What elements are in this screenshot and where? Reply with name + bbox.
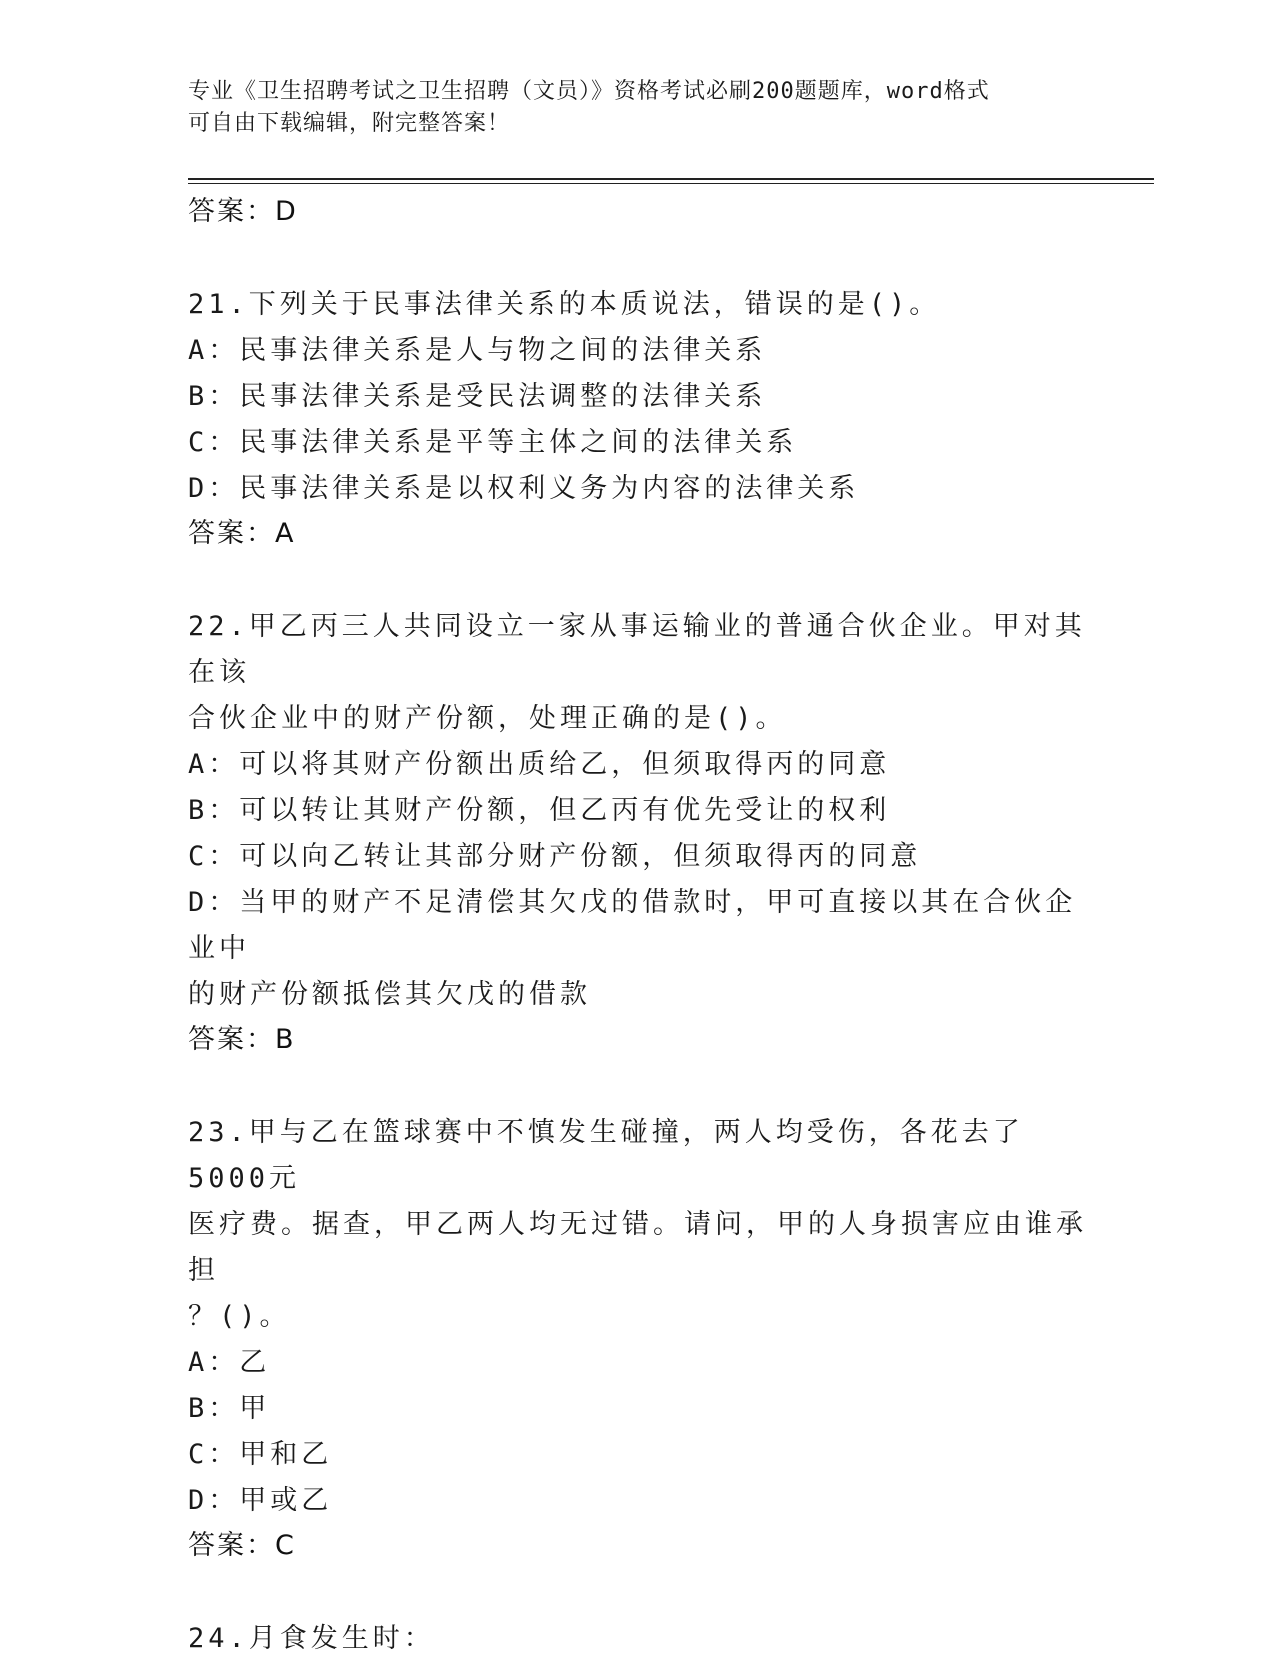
option-a: A：可以将其财产份额出质给乙，但须取得丙的同意 [188,749,891,780]
answer-line: 答案：C [188,1530,296,1561]
question-text-continued: ？()。 [188,1301,291,1332]
question-block [188,282,1088,556]
option-b: B：可以转让其财产份额，但乙丙有优先受让的权利 [188,795,891,826]
option-d-continued: 的财产份额抵偿其欠戊的借款 [188,979,591,1010]
header-line-2: 可自由下载编辑，附完整答案！ [188,111,511,136]
question-text-continued: 合伙企业中的财产份额，处理正确的是()。 [188,703,787,734]
spacer [188,1062,1088,1110]
option-d: D：民事法律关系是以权利义务为内容的法律关系 [188,473,860,504]
option-b: B：甲 [188,1393,271,1424]
spacer [188,556,1088,604]
spacer [188,1568,1088,1616]
page-header [188,76,1088,140]
answer-line: 答案：B [188,1024,296,1055]
question-text: 21.下列关于民事法律关系的本质说法，错误的是()。 [188,289,941,320]
spacer [188,234,1088,282]
option-c: C：甲和乙 [188,1439,333,1470]
option-a: A：乙 [188,1347,271,1378]
option-d: D：当甲的财产不足清偿其欠戊的借款时，甲可直接以其在合伙企业中 [188,887,1077,964]
option-d: D：甲或乙 [188,1485,333,1516]
question-text-continued: 医疗费。据查，甲乙两人均无过错。请问，甲的人身损害应由谁承担 [188,1209,1087,1286]
option-b: B：民事法律关系是受民法调整的法律关系 [188,381,767,412]
answer-line: 答案：D [188,196,298,227]
option-c: C：民事法律关系是平等主体之间的法律关系 [188,427,798,458]
question-text: 22.甲乙丙三人共同设立一家从事运输业的普通合伙企业。甲对其在该 [188,611,1086,688]
question-block [188,604,1088,1062]
question-block [188,1110,1088,1568]
header-divider [188,178,1154,184]
question-text: 24.月食发生时： [188,1623,435,1654]
header-line-1: 专业《卫生招聘考试之卫生招聘（文员）》资格考试必刷200题题库，word格式 [188,79,990,104]
question-text: 23.甲与乙在篮球赛中不慎发生碰撞，两人均受伤，各花去了5000元 [188,1117,1024,1194]
option-c: C：可以向乙转让其部分财产份额，但须取得丙的同意 [188,841,922,872]
answer-line: 答案：A [188,518,296,549]
option-a: A：民事法律关系是人与物之间的法律关系 [188,335,767,366]
question-block [188,1616,1088,1662]
document-body [188,190,1088,1662]
